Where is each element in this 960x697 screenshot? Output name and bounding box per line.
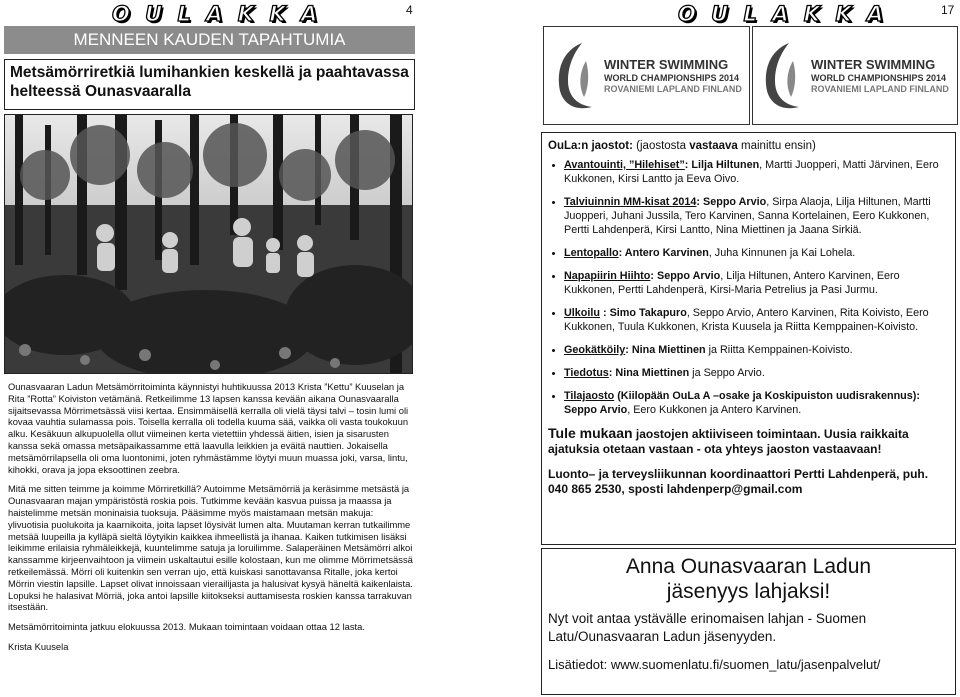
committee-list bbox=[548, 158, 949, 417]
page-number: 17 bbox=[941, 3, 955, 17]
contact-info: Luonto– ja terveysliikunnan koordinaattori Pertti Lahdenperä, puh. 040 865 2530, sposti lahdenperp@gmail.com bbox=[548, 467, 929, 496]
sponsor-line3: ROVANIEMI LAPLAND FINLAND bbox=[604, 84, 742, 94]
membership-link[interactable]: Lisätiedot: www.suomenlatu.fi/suomen_latu/jasenpalvelut/ bbox=[548, 657, 881, 672]
group-photo bbox=[4, 114, 413, 374]
committee-item: • Avantouinti, ”Hilehiset”: Lilja Hiltunen, Martti Juopperi, Matti Järvinen, Eero Kukkonen, Kirsi Lantto ja Eeva Oivo. bbox=[564, 158, 949, 186]
oulakka-logo: O U L A K K A bbox=[678, 2, 888, 26]
membership-gift-box bbox=[541, 548, 956, 695]
committees-box bbox=[541, 132, 956, 545]
committee-item: • Napapiirin Hiihto: Seppo Arvio, Lilja Hiltunen, Antero Karvinen, Eero Kukkonen, Pertti Lahdenperä, Kirsi-Maria Petrelius ja Pasi Jurmu. bbox=[564, 269, 949, 297]
sponsor-line3: ROVANIEMI LAPLAND FINLAND bbox=[811, 84, 949, 94]
sponsor-line1: WINTER SWIMMING bbox=[604, 57, 729, 72]
section-banner: MENNEEN KAUDEN TAPAHTUMIA bbox=[4, 26, 415, 54]
membership-text: Nyt voit antaa ystävälle erinomaisen lahjan - Suomen Latu/Ounasvaaran Ladun jäsenyyden. bbox=[548, 611, 867, 644]
sponsor-line2: WORLD CHAMPIONSHIPS 2014 bbox=[604, 73, 740, 83]
committee-item: • Ulkoilu : Simo Takapuro, Seppo Arvio, Antero Karvinen, Rita Koivisto, Eero Kukkonen, Tuula Kukkonen, Krista Kuusela ja Riitta Kemppainen-Koivisto. bbox=[564, 306, 949, 334]
swimmer-icon bbox=[552, 41, 604, 113]
oulakka-logo: O U L A K K A bbox=[112, 2, 322, 26]
sponsor-logo bbox=[543, 26, 750, 125]
committee-item: • Lentopallo: Antero Karvinen, Juha Kinnunen ja Kai Lohela. bbox=[564, 246, 949, 260]
committee-item: • Talviuinnin MM-kisat 2014: Seppo Arvio, Sirpa Alaoja, Lilja Hiltunen, Martti Juopperi, Juhani Jussila, Tero Karvinen, Sanna Kortelainen, Eero Kukkonen, Pertti Lahdenperä, Kirsi Lantto, Nina Miettinen ja Jaana Sirkiä. bbox=[564, 195, 949, 237]
page-number: 4 bbox=[406, 3, 413, 17]
membership-heading: Anna Ounasvaaran Ladun bbox=[625, 555, 872, 578]
committee-item: • Tiedotus: Nina Miettinen ja Seppo Arvio. bbox=[564, 366, 949, 380]
article-author: Krista Kuusela bbox=[8, 640, 69, 652]
swimmer-icon bbox=[759, 41, 811, 113]
committees-title: OuLa:n jaostot: (jaostosta vastaava mainittu ensin) bbox=[548, 140, 816, 152]
join-callout: Tule mukaan jaostojen aktiiviseen toimintaan. Uusia raikkaita ajatuksia otetaan vastaan - ota yhteys jaoston vastaavaan! bbox=[548, 425, 909, 456]
membership-heading: jäsenyys lahjaksi! bbox=[666, 580, 831, 603]
committee-item: • Tilajaosto (Kiilopään OuLa A –osake ja Koskipuiston uudisrakennus): Seppo Arvio, Eero Kukkonen ja Antero Karvinen. bbox=[564, 389, 949, 417]
forest-photo-illustration bbox=[5, 115, 412, 373]
committee-item: • Geokätköily: Nina Miettinen ja Riitta Kemppainen-Koivisto. bbox=[564, 343, 949, 357]
sponsor-line2: WORLD CHAMPIONSHIPS 2014 bbox=[811, 73, 947, 83]
article-paragraph: Mitä me sitten teimme ja koimme Mörriretkillä? Autoimme Metsämörriä ja keräsimme metsästä ja Ounasvaaran majan ympäristöstä roskia pois. Tutkimme kevään kasvua puissa ja maassa ja haistelimme metsän moninaisia tuoksuja. Pääsimme myös maistamaan metsän makuja: ylivuotisia puolukoita ja kaarnikoita, joita lapset löysivät lumen alta. Muutaman kerran tutkailimme metsää luupeilla ja kylläpä sieltä löytyikin kaikkea ihmeellistä ja ihanaa. Kaiken tutkimisen lisäksi leikimme erilaisia ryhmäleikkejä, kuuntelimme satuja ja loruilimme. Salaperäinen Metsämörri alkoi kanssamme kirjeenvaihtoon ja viimein uskaltautui esille kolostaan, kun me olimme Mörrimetsässä retkeilemässä. Mörri oli kuitenkin sen verran ujo, että kuiskasi sanottavansa Ritalle, joka kertoi Mörrin viestin lapsille. Lapset olivat innoissaan vierailijasta ja halusivat kysyä häneltä kaikenlaista. Lopuksi he halasivat Mörriä, joka antoi lapsille kiitokseksi auttamisesta roskien kanssa tarrakuvan itsestään. bbox=[8, 483, 413, 613]
sponsor-logo bbox=[752, 26, 958, 125]
article-body bbox=[8, 381, 413, 661]
article-headline: Metsämörriretkiä lumihankien keskellä ja paahtavassa helteessä Ounasvaaralla bbox=[4, 59, 415, 110]
article-paragraph: Metsämörritoiminta jatkuu elokuussa 2013. Mukaan toimintaan voidaan ottaa 12 lasta. bbox=[8, 621, 365, 633]
sponsor-line1: WINTER SWIMMING bbox=[811, 57, 936, 72]
article-paragraph: Ounasvaaran Ladun Metsämörritoiminta käynnistyi huhtikuussa 2013 Krista ”Kettu” Kuuselan ja Rita ”Rotta” Koiviston vetämänä. Retkeilimme 13 lapsen kanssa kevään aikana Ounasvaaralla sijaitsevassa Mörrimetsässä viisi kertaa. Ensimmäisellä kerralla oli vielä täysi talvi – tosin lumi oli kovaa vauhtia sulamassa pois. Toisella kerralla oli todella kuuma sää, vaikka oli vasta toukokuun alku. Kesäkuun alkupuolella ollut viimeinen kerta vietettiin yhdessä äitien, isien ja sisarusten kanssa sekä omassa metsäpaikassamme että laavulla leikkien ja eväitä nauttien. Jokaisella metsämörrilapsella oli oma luontonimi, joten ryhmästämme löytyi muun muassa joki, varsa, lintu, kihokki, orava ja jopa eksoottinen zeebra. bbox=[8, 381, 409, 475]
